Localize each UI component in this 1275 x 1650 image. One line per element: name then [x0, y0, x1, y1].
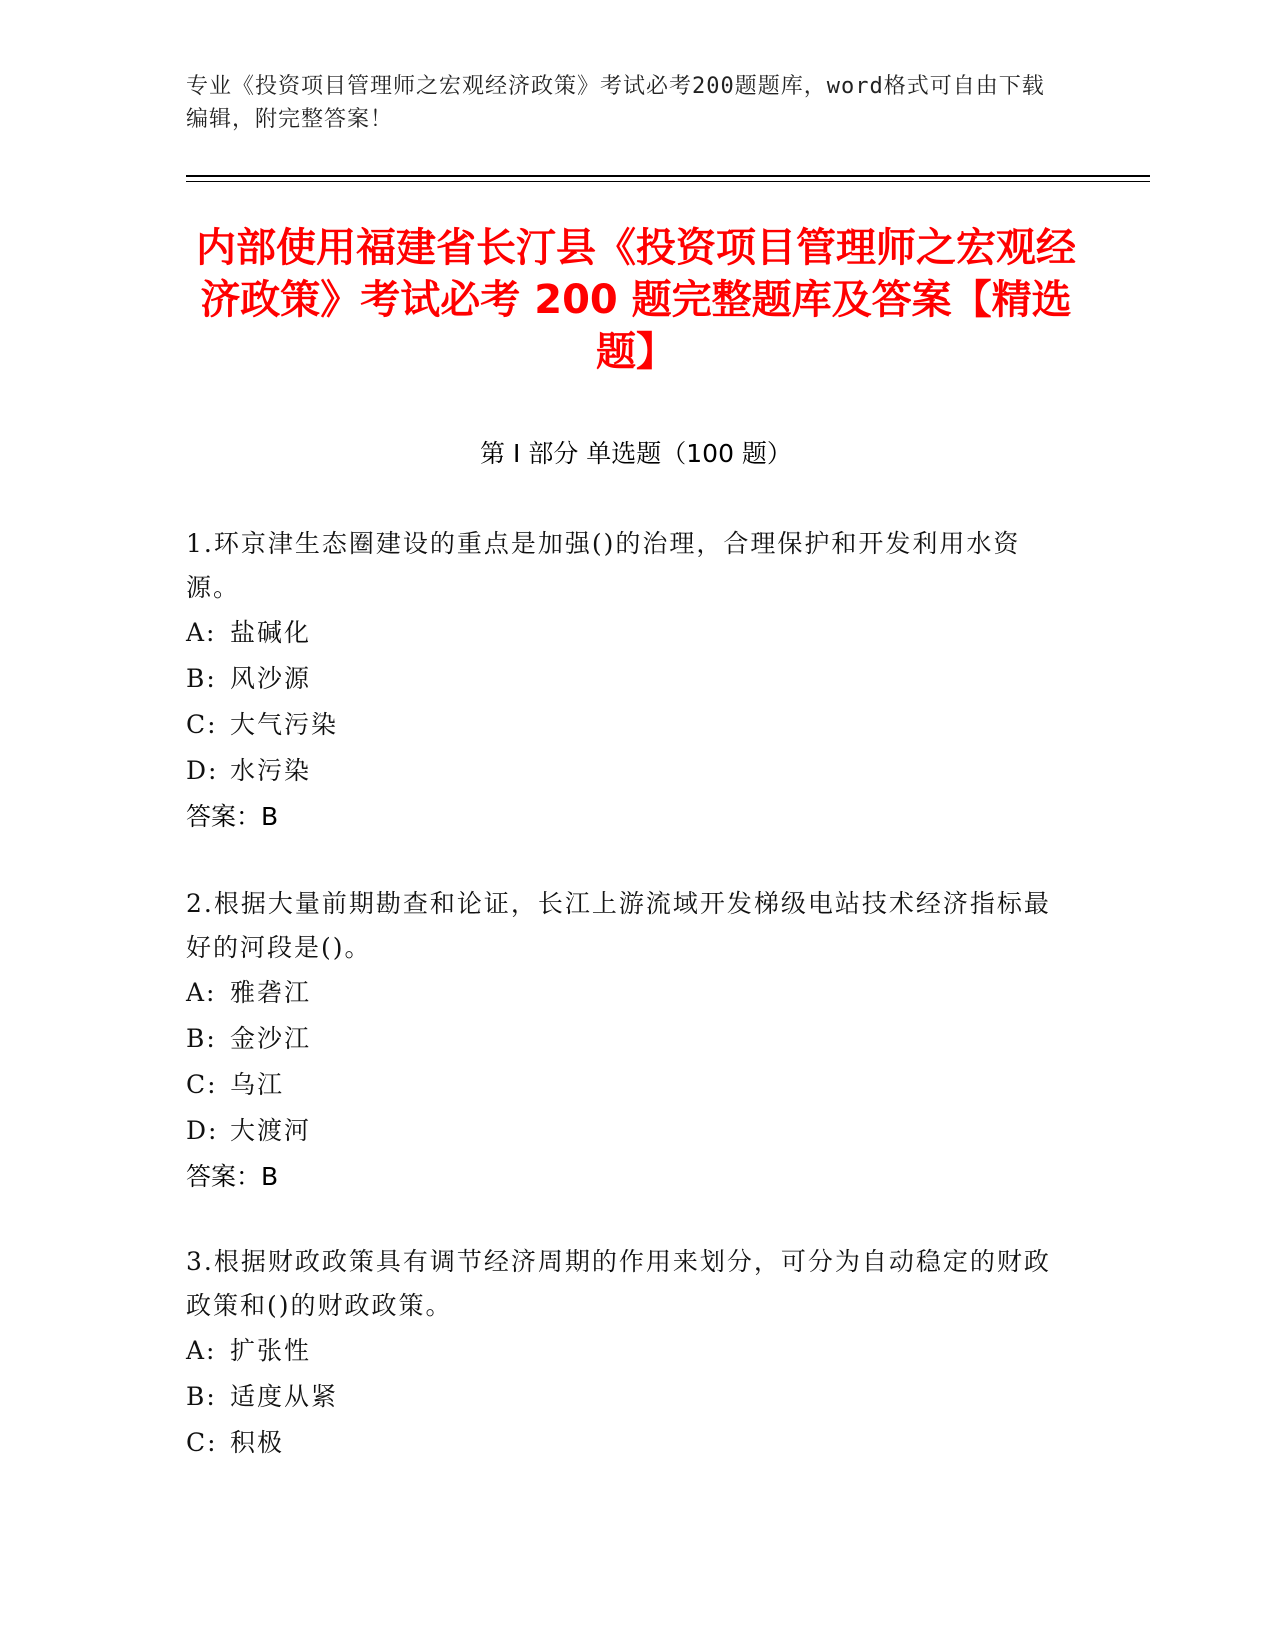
- option-label: C:: [186, 1070, 218, 1099]
- option-label: A:: [186, 618, 217, 647]
- option-text: 盐碱化: [230, 618, 312, 647]
- option-label: B:: [186, 1024, 217, 1053]
- option-b: [186, 1374, 1056, 1420]
- option-text: 水污染: [230, 756, 312, 785]
- option-a: [186, 610, 1056, 656]
- question-text: 2.根据大量前期勘查和论证，长江上游流域开发梯级电站技术经济指标最好的河段是()。: [186, 889, 1051, 962]
- option-label: D:: [186, 756, 219, 785]
- question-text: 1.环京津生态圈建设的重点是加强()的治理，合理保护和开发利用水资源。: [186, 529, 1021, 602]
- option-a: [186, 1328, 1056, 1374]
- document-title: 内部使用福建省长汀县《投资项目管理师之宏观经济政策》考试必考 200 题完整题库及答案【精选题】: [196, 225, 1076, 375]
- option-label: A:: [186, 978, 217, 1007]
- option-a: [186, 970, 1056, 1016]
- answer: 答案：B: [186, 1162, 279, 1191]
- option-label: C:: [186, 710, 218, 739]
- option-c: [186, 1062, 1056, 1108]
- question-text: 3.根据财政政策具有调节经济周期的作用来划分，可分为自动稳定的财政政策和()的财政政策。: [186, 1247, 1051, 1320]
- option-b: [186, 656, 1056, 702]
- option-label: B:: [186, 664, 217, 693]
- header-note: 专业《投资项目管理师之宏观经济政策》考试必考200题题库，word格式可自由下载编辑，附完整答案！: [186, 74, 1045, 132]
- option-c: [186, 1420, 1056, 1466]
- header-rule-thick: [186, 175, 1150, 177]
- option-label: A:: [186, 1336, 217, 1365]
- option-text: 金沙江: [230, 1024, 312, 1053]
- answer: 答案：B: [186, 802, 279, 831]
- question-3: [186, 1240, 1056, 1466]
- option-d: [186, 1108, 1056, 1154]
- option-text: 雅砻江: [230, 978, 312, 1007]
- option-text: 风沙源: [230, 664, 312, 693]
- option-text: 大渡河: [230, 1116, 312, 1145]
- option-label: C:: [186, 1428, 218, 1457]
- option-label: D:: [186, 1116, 219, 1145]
- option-text: 乌江: [230, 1070, 285, 1099]
- option-c: [186, 702, 1056, 748]
- option-text: 扩张性: [230, 1336, 312, 1365]
- option-text: 适度从紧: [230, 1382, 339, 1411]
- question-1: [186, 522, 1056, 840]
- option-d: [186, 748, 1056, 794]
- option-b: [186, 1016, 1056, 1062]
- question-2: [186, 882, 1056, 1200]
- option-text: 积极: [230, 1428, 285, 1457]
- section-heading: 第 I 部分 单选题（100 题）: [480, 439, 792, 468]
- option-label: B:: [186, 1382, 217, 1411]
- option-text: 大气污染: [230, 710, 339, 739]
- header-rule-thin: [186, 181, 1150, 182]
